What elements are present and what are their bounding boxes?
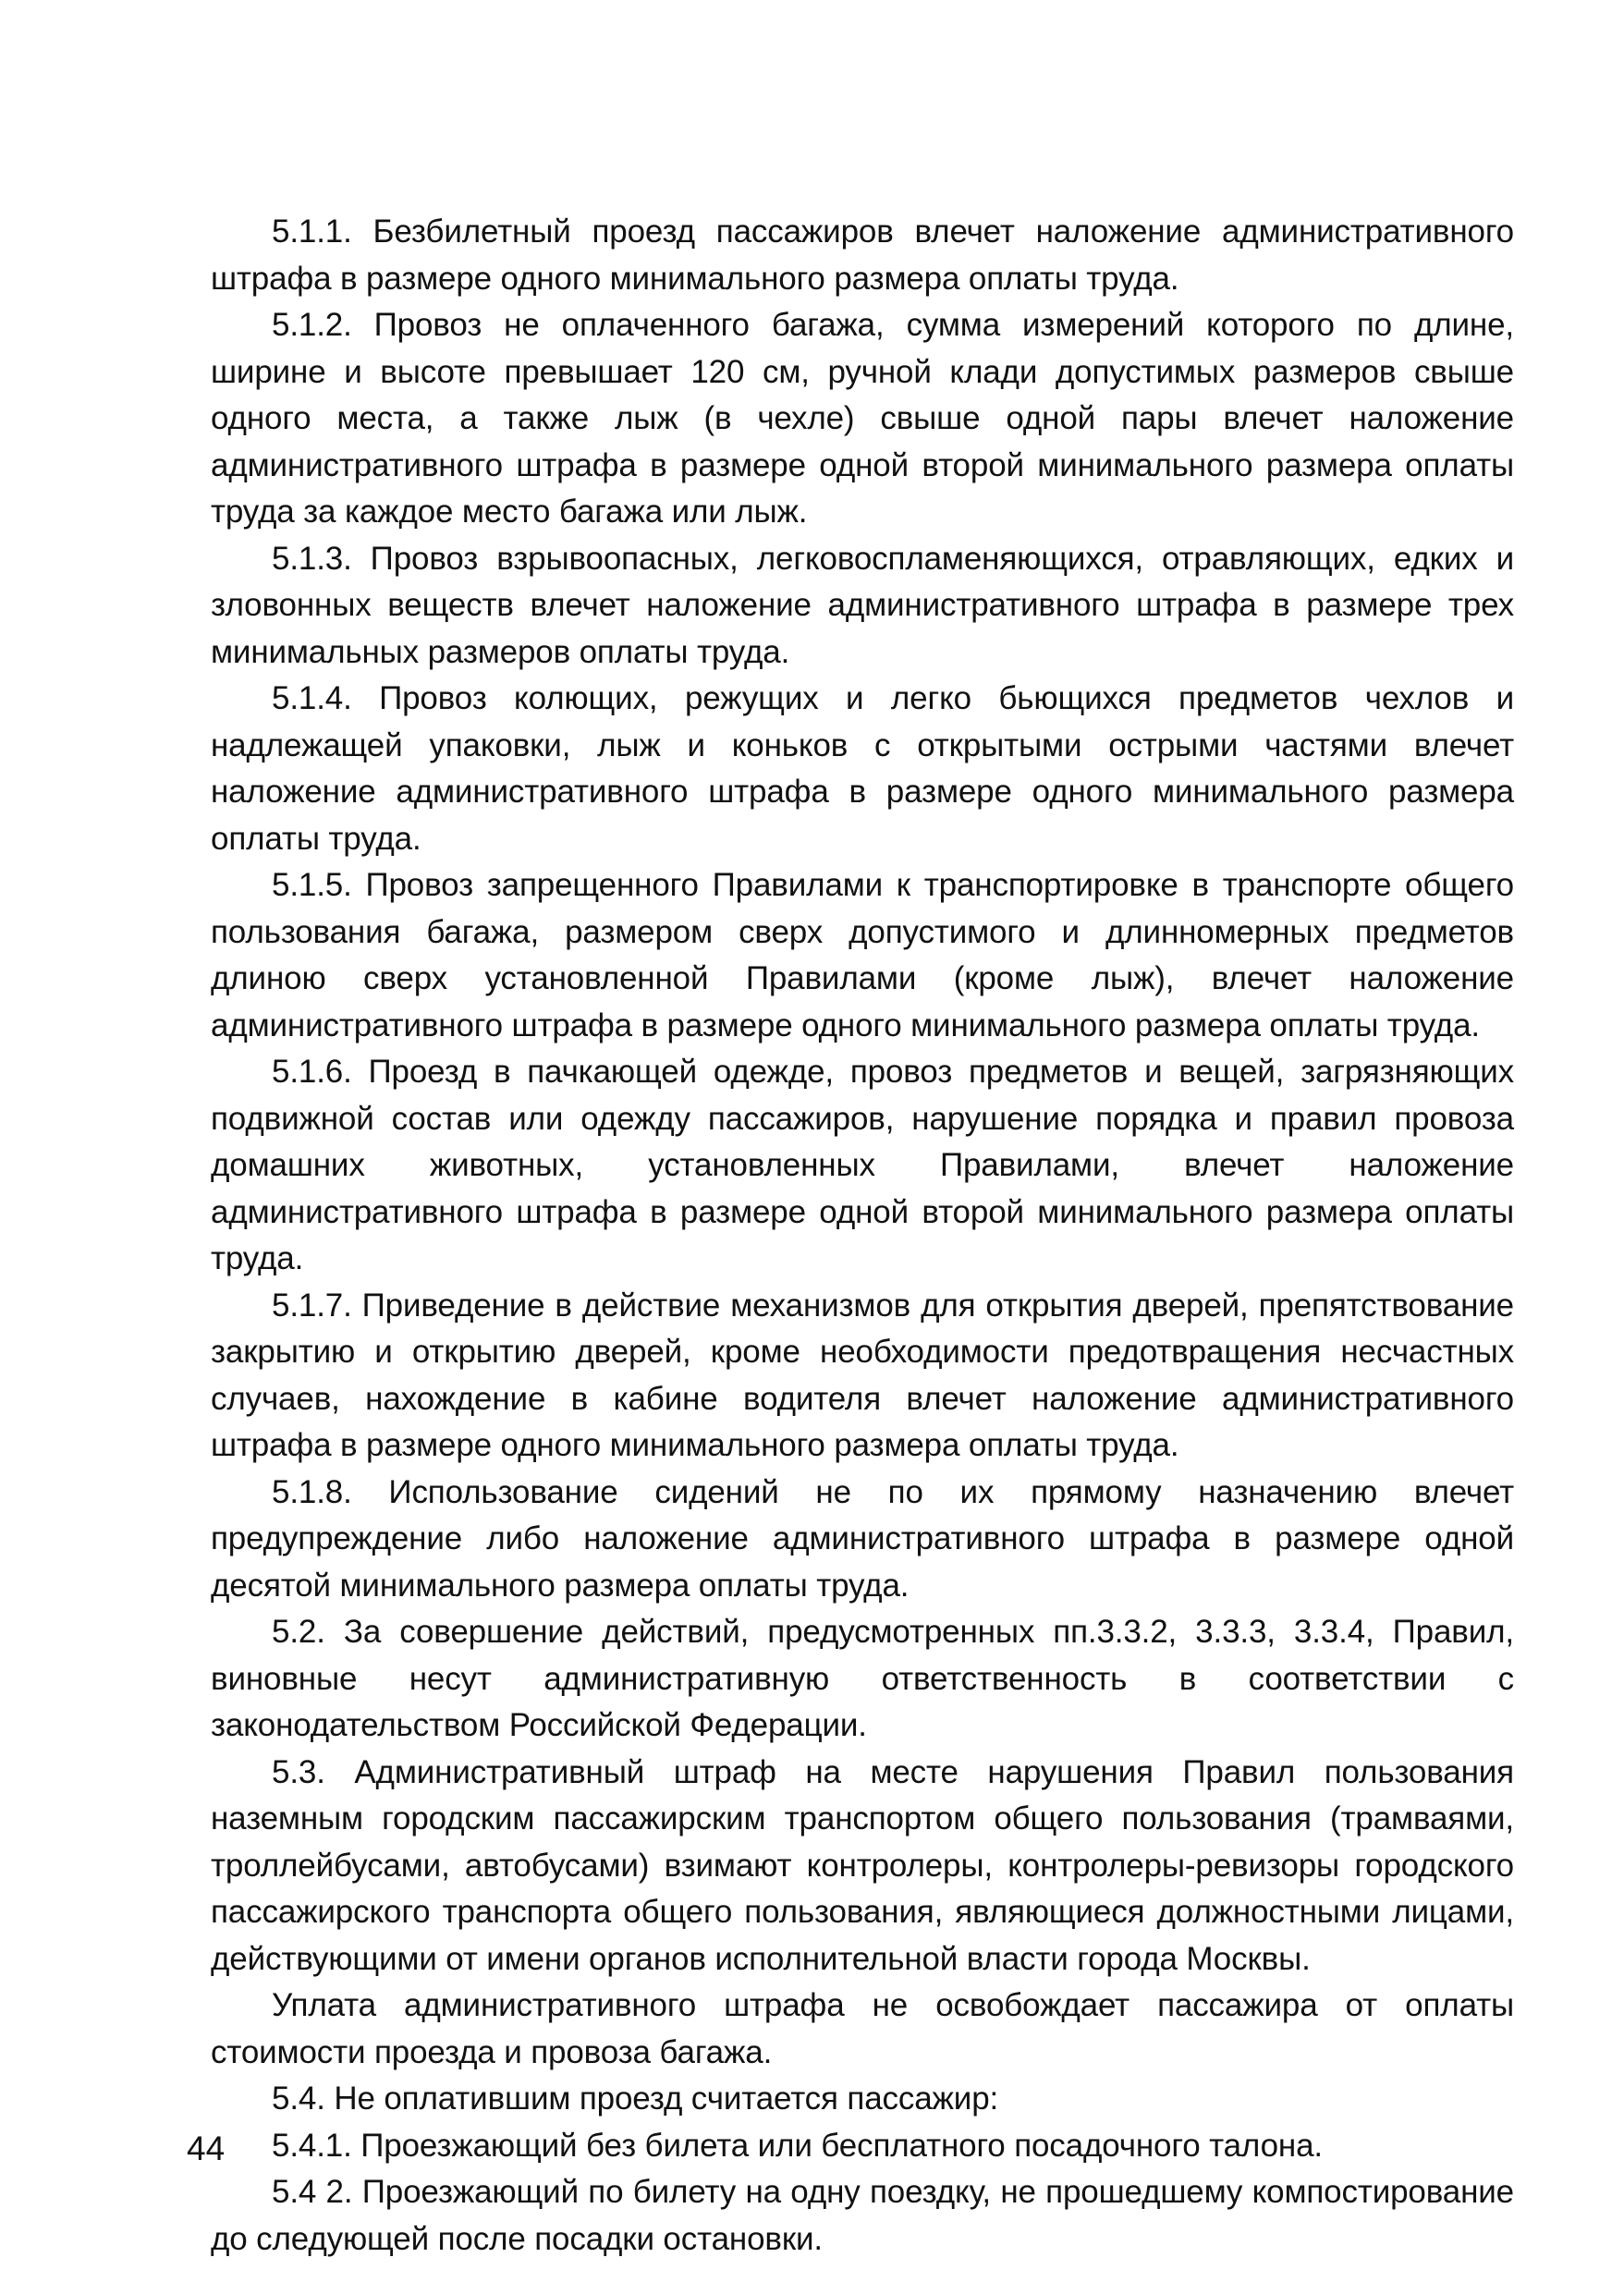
paragraph-5-4-2: 5.4 2. Проезжающий по билету на одну поездку, не прошедшему компостирование до следующей после посадки остановки. xyxy=(211,2174,1514,2257)
paragraph-5-1-1: 5.1.1. Безбилетный проезд пассажиров влечет наложение административного штрафа в размере одного минимального размера оплаты труда. xyxy=(211,214,1514,297)
paragraph-5-1-8: 5.1.8. Использование сидений не по их прямому назначению влечет предупреждение либо наложение административного штрафа в размере одной десятой минимального размера оплаты труда. xyxy=(211,1473,1514,1604)
document-body xyxy=(211,209,1514,2263)
paragraph-5-1-3: 5.1.3. Провоз взрывоопасных, легковоспламеняющихся, отравляющих, едких и зловонных веществ влечет наложение административного штрафа в размере трех минимальных размеров оплаты труда. xyxy=(211,540,1514,670)
paragraph-5-1-5: 5.1.5. Провоз запрещенного Правилами к транспортировке в транспорте общего пользования багажа, размером сверх допустимого и длинномерных предметов длиною сверх установленной Правилами (кроме лыж), влечет наложение административного штрафа в размере одного минимального размера оплаты труда. xyxy=(211,867,1514,1043)
paragraph-5-4-1: 5.4.1. Проезжающий без билета или бесплатного посадочного талона. xyxy=(272,2127,1323,2164)
paragraph-5-2: 5.2. За совершение действий, предусмотренных пп.3.3.2, 3.3.3, 3.3.4, Правил, виновные несут административную ответственность в соответствии с законодательством Российской Федерации. xyxy=(211,1614,1514,1743)
paragraph-5-1-4: 5.1.4. Провоз колющих, режущих и легко бьющихся предметов чехлов и надлежащей упаковки, лыж и коньков с открытыми острыми частями влечет наложение административного штрафа в размере одного минимального размера оплаты труда. xyxy=(211,680,1514,857)
paragraph-5-4: 5.4. Не оплатившим проезд считается пассажир: xyxy=(272,2080,999,2117)
paragraph-5-1-2: 5.1.2. Провоз не оплаченного багажа, сумма измерений которого по длине, ширине и высоте превышает 120 см, ручной клади допустимых размеров свыше одного места, а также лыж (в чехле) свыше одной пары влечет наложение административного штрафа в размере одной второй минимального размера оплаты труда за каждое место багажа или лыж. xyxy=(211,307,1514,530)
paragraph-5-1-7: 5.1.7. Приведение в действие механизмов для открытия дверей, препятствование закрытию и открытию дверей, кроме необходимости предотвращения несчастных случаев, нахождение в кабине водителя влечет наложение административного штрафа в размере одного минимального размера оплаты труда. xyxy=(211,1287,1514,1463)
page-number: 44 xyxy=(187,2129,226,2167)
paragraph-5-3-note: Уплата административного штрафа не освобождает пассажира от оплаты стоимости проезда и провоза багажа. xyxy=(211,1987,1514,2070)
paragraph-5-3: 5.3. Административный штраф на месте нарушения Правил пользования наземным городским пассажирским транспортом общего пользования (трамваями, троллейбусами, автобусами) взимают контролеры, контролеры-ревизоры городского пассажирского транспорта общего пользования, являющиеся должностными лицами, действующими от имени органов исполнительной власти города Москвы. xyxy=(211,1753,1514,1977)
paragraph-5-1-6: 5.1.6. Проезд в пачкающей одежде, провоз предметов и вещей, загрязняющих подвижной состав или одежду пассажиров, нарушение порядка и правил провоза домашних животных, установленных Правилами, влечет наложение административного штрафа в размере одной второй минимального размера оплаты труда. xyxy=(211,1054,1514,1276)
